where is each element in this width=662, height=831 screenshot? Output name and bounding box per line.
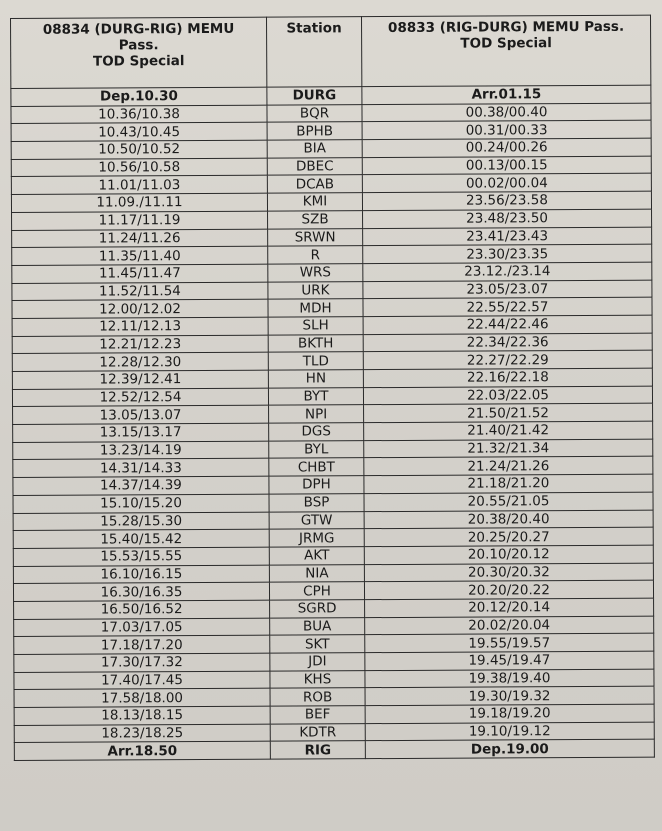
station-code: CPH — [269, 582, 364, 600]
header-up-line-3: TOD Special — [92, 53, 185, 70]
up-train-time: 15.10/15.20 — [13, 494, 269, 513]
header-up-line-2: Pass. — [118, 37, 159, 54]
up-train-time: 16.50/16.52 — [14, 600, 270, 619]
up-train-time: 15.28/15.30 — [13, 512, 269, 531]
station-code: NIA — [269, 564, 364, 582]
down-train-time: 23.41/23.43 — [363, 227, 652, 246]
down-train-time: 19.55/19.57 — [365, 633, 654, 652]
down-train-time: 20.02/20.04 — [365, 616, 654, 635]
station-code: ROB — [270, 688, 365, 706]
up-train-time: Arr.18.50 — [14, 742, 270, 761]
up-train-time: 17.30/17.32 — [14, 653, 270, 672]
station-code: WRS — [268, 264, 363, 282]
down-train-time: 19.10/19.12 — [365, 722, 654, 741]
down-train-time: 22.55/22.57 — [363, 297, 652, 316]
up-train-time: 10.56/10.58 — [11, 158, 267, 177]
up-train-time: 12.11/12.13 — [12, 317, 268, 336]
down-train-time: 20.38/20.40 — [364, 510, 653, 529]
down-train-time: 23.56/23.58 — [362, 191, 651, 210]
station-code: NPI — [269, 405, 364, 423]
down-train-time: 00.31/00.33 — [362, 121, 651, 140]
station-code: BKTH — [268, 334, 363, 352]
station-code: CHBT — [269, 458, 364, 476]
down-train-time: 23.48/23.50 — [363, 209, 652, 228]
station-code: URK — [268, 281, 363, 299]
up-train-time: Dep.10.30 — [11, 87, 267, 106]
station-code: RIG — [270, 741, 365, 759]
down-train-time: 20.10/20.12 — [364, 545, 653, 564]
up-train-time: 17.03/17.05 — [14, 618, 270, 637]
station-code: DPH — [269, 476, 364, 494]
up-train-time: 11.09./11.11 — [11, 193, 267, 212]
up-train-time: 16.10/16.15 — [13, 565, 269, 584]
station-code: DURG — [267, 87, 362, 105]
up-train-time: 11.35/11.40 — [12, 246, 268, 265]
station-code: BYL — [269, 440, 364, 458]
station-code: KHS — [270, 670, 365, 688]
down-train-time: 22.27/22.29 — [363, 350, 652, 369]
down-train-time: 21.32/21.34 — [364, 439, 653, 458]
station-code: AKT — [269, 547, 364, 565]
down-train-time: 23.12./23.14 — [363, 262, 652, 281]
up-train-time: 17.58/18.00 — [14, 689, 270, 708]
down-train-time: 19.45/19.47 — [365, 651, 654, 670]
station-code: BPHB — [267, 122, 362, 140]
table-row — [14, 740, 654, 761]
station-code: SKT — [270, 635, 365, 653]
up-train-time: 13.23/14.19 — [13, 441, 269, 460]
station-code: BYT — [268, 387, 363, 405]
up-train-time: 12.21/12.23 — [12, 335, 268, 354]
station-code: KDTR — [270, 723, 365, 741]
up-train-time: 14.31/14.33 — [13, 459, 269, 478]
down-train-time: 00.38/00.40 — [362, 103, 651, 122]
down-train-time: 00.13/00.15 — [362, 156, 651, 175]
down-train-time: 19.30/19.32 — [365, 687, 654, 706]
up-train-time: 15.53/15.55 — [13, 547, 269, 566]
station-code: BSP — [269, 493, 364, 511]
timetable-body — [11, 85, 655, 760]
down-train-time: 22.44/22.46 — [363, 315, 652, 334]
header-row — [11, 15, 651, 88]
up-train-time: 12.39/12.41 — [12, 370, 268, 389]
down-train-time: 20.20/20.22 — [364, 580, 653, 599]
station-code: R — [268, 246, 363, 264]
header-up-line-1: 08834 (DURG-RIG) MEMU — [42, 20, 235, 38]
station-code: JRMG — [269, 529, 364, 547]
header-down-train — [361, 15, 650, 87]
station-code: BIA — [267, 140, 362, 158]
station-code: SLH — [268, 317, 363, 335]
up-train-time: 11.24/11.26 — [12, 229, 268, 248]
up-train-time: 12.00/12.02 — [12, 299, 268, 318]
station-code: HN — [268, 370, 363, 388]
up-train-time: 13.05/13.07 — [13, 406, 269, 425]
down-train-time: 21.50/21.52 — [364, 404, 653, 423]
down-train-time: 19.38/19.40 — [365, 669, 654, 688]
up-train-time: 17.18/17.20 — [14, 635, 270, 654]
up-train-time: 11.01/11.03 — [11, 176, 267, 195]
down-train-time: 21.24/21.26 — [364, 457, 653, 476]
down-train-time: 21.40/21.42 — [364, 421, 653, 440]
header-station — [266, 17, 361, 87]
station-code: DCAB — [267, 175, 362, 193]
up-train-time: 16.30/16.35 — [13, 582, 269, 601]
up-train-time: 10.43/10.45 — [11, 123, 267, 142]
station-code: BUA — [270, 617, 365, 635]
station-code: GTW — [269, 511, 364, 529]
station-code: KMI — [267, 193, 362, 211]
down-train-time: 20.12/20.14 — [365, 598, 654, 617]
down-train-time: 20.30/20.32 — [364, 563, 653, 582]
down-train-time: 22.16/22.18 — [363, 368, 652, 387]
down-train-time: 22.34/22.36 — [363, 333, 652, 352]
station-code: SGRD — [270, 600, 365, 618]
up-train-time: 12.52/12.54 — [12, 388, 268, 407]
down-train-time: 21.18/21.20 — [364, 474, 653, 493]
down-train-time: 22.03/22.05 — [363, 386, 652, 405]
up-train-time: 10.36/10.38 — [11, 105, 267, 124]
down-train-time: 23.05/23.07 — [363, 280, 652, 299]
up-train-time: 11.52/11.54 — [12, 282, 268, 301]
station-code: MDH — [268, 299, 363, 317]
station-code: DBEC — [267, 157, 362, 175]
station-code: TLD — [268, 352, 363, 370]
down-train-time: 00.02/00.04 — [362, 174, 651, 193]
timetable — [10, 15, 655, 761]
up-train-time: 14.37/14.39 — [13, 476, 269, 495]
station-code: SZB — [268, 210, 363, 228]
station-code: BQR — [267, 104, 362, 122]
down-train-time: 20.55/21.05 — [364, 492, 653, 511]
header-station-label: Station — [286, 20, 342, 37]
up-train-time: 15.40/15.42 — [13, 529, 269, 548]
down-train-time: Arr.01.15 — [362, 85, 651, 104]
up-train-time: 13.15/13.17 — [13, 423, 269, 442]
down-train-time: 00.24/00.26 — [362, 138, 651, 157]
header-up-train — [11, 17, 267, 88]
up-train-time: 18.13/18.15 — [14, 706, 270, 725]
up-train-time: 11.45/11.47 — [12, 264, 268, 283]
up-train-time: 18.23/18.25 — [14, 724, 270, 743]
up-train-time: 17.40/17.45 — [14, 671, 270, 690]
header-down-line-1: 08833 (RIG-DURG) MEMU Pass. — [387, 18, 625, 37]
up-train-time: 10.50/10.52 — [11, 140, 267, 159]
header-down-line-2: TOD Special — [460, 35, 552, 52]
down-train-time: Dep.19.00 — [365, 740, 654, 759]
down-train-time: 20.25/20.27 — [364, 527, 653, 546]
up-train-time: 12.28/12.30 — [12, 352, 268, 371]
station-code: DGS — [269, 423, 364, 441]
down-train-time: 23.30/23.35 — [363, 244, 652, 263]
station-code: BEF — [270, 706, 365, 724]
up-train-time: 11.17/11.19 — [12, 211, 268, 230]
station-code: JDI — [270, 653, 365, 671]
station-code: SRWN — [268, 228, 363, 246]
down-train-time: 19.18/19.20 — [365, 704, 654, 723]
